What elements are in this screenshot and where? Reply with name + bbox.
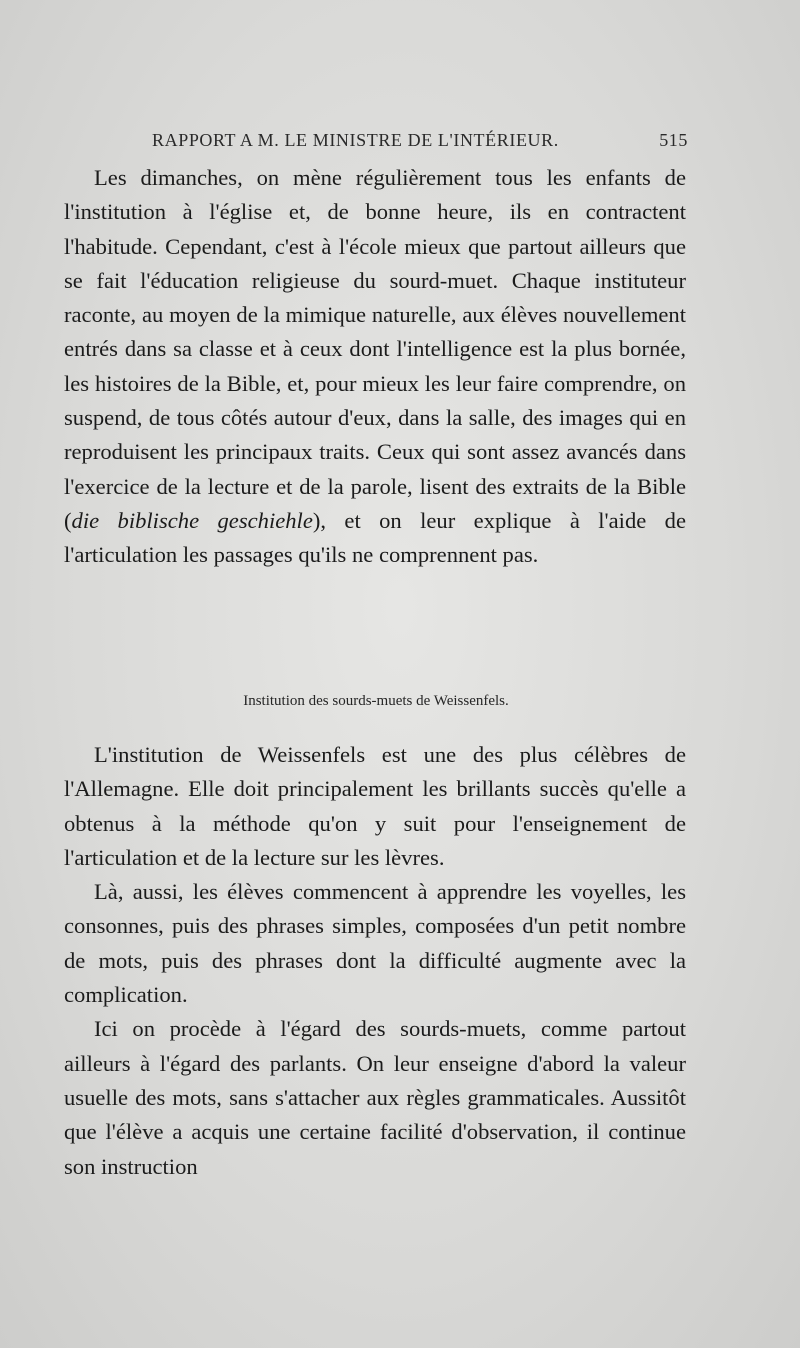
- german-term: die biblische geschiehle: [71, 507, 313, 533]
- weissenfels-section-body: [64, 738, 686, 1184]
- paragraph-text: Les dimanches, on mène régulièrement tous les enfants de l'institution à l'église et, de bonne heure, ils en contractent l'habitude. Cependant, c'est à l'école mieux que partout ailleurs que se fait l'éducation religieuse du sourd-muet. Chaque instituteur raconte, au moyen de la mimique naturelle, aux élèves nouvellement entrés dans sa classe et à ceux dont l'intelligence est la plus bornée, les histoires de la Bible, et, pour mieux les leur faire comprendre, on suspend, de tous côtés autour d'eux, dans la salle, des images qui en reproduisent les principaux traits. Ceux qui sont assez avancés dans l'exercice de la lecture et de la parole, lisent des extraits de la Bible (: [64, 165, 686, 533]
- paragraph-vowels: Là, aussi, les élèves commencent à apprendre les voyelles, les consonnes, puis des phrases simples, composées d'un petit nombre de mots, puis des phrases dont la difficulté augmente avec la complication.: [64, 879, 686, 1008]
- running-title: RAPPORT A M. LE MINISTRE DE L'INTÉRIEUR.: [152, 130, 559, 150]
- running-head: [64, 126, 688, 158]
- section-heading: Institution des sourds-muets de Weissenfels.: [243, 693, 509, 709]
- paragraph-method: Ici on procède à l'égard des sourds-muets, comme partout ailleurs à l'égard des parlants. On leur enseigne d'abord la valeur usuelle des mots, sans s'attacher aux règles grammaticales. Aussitôt que l'élève a acquis une certaine facilité d'observation, il continue son instruction: [64, 1016, 686, 1179]
- paragraph-text-end: ), et on leur explique à l'aide de l'articulation les passages qu'ils ne comprennent pas.: [64, 507, 686, 568]
- paragraph-weissenfels-intro: L'institution de Weissenfels est une des plus célèbres de l'Allemagne. Elle doit principalement les brillants succès qu'elle a obtenus à la méthode qu'on y suit pour l'enseignement de l'articulation et de la lecture sur les lèvres.: [64, 742, 686, 870]
- paragraph-religious-education: [64, 161, 686, 573]
- page-number: 515: [659, 130, 688, 150]
